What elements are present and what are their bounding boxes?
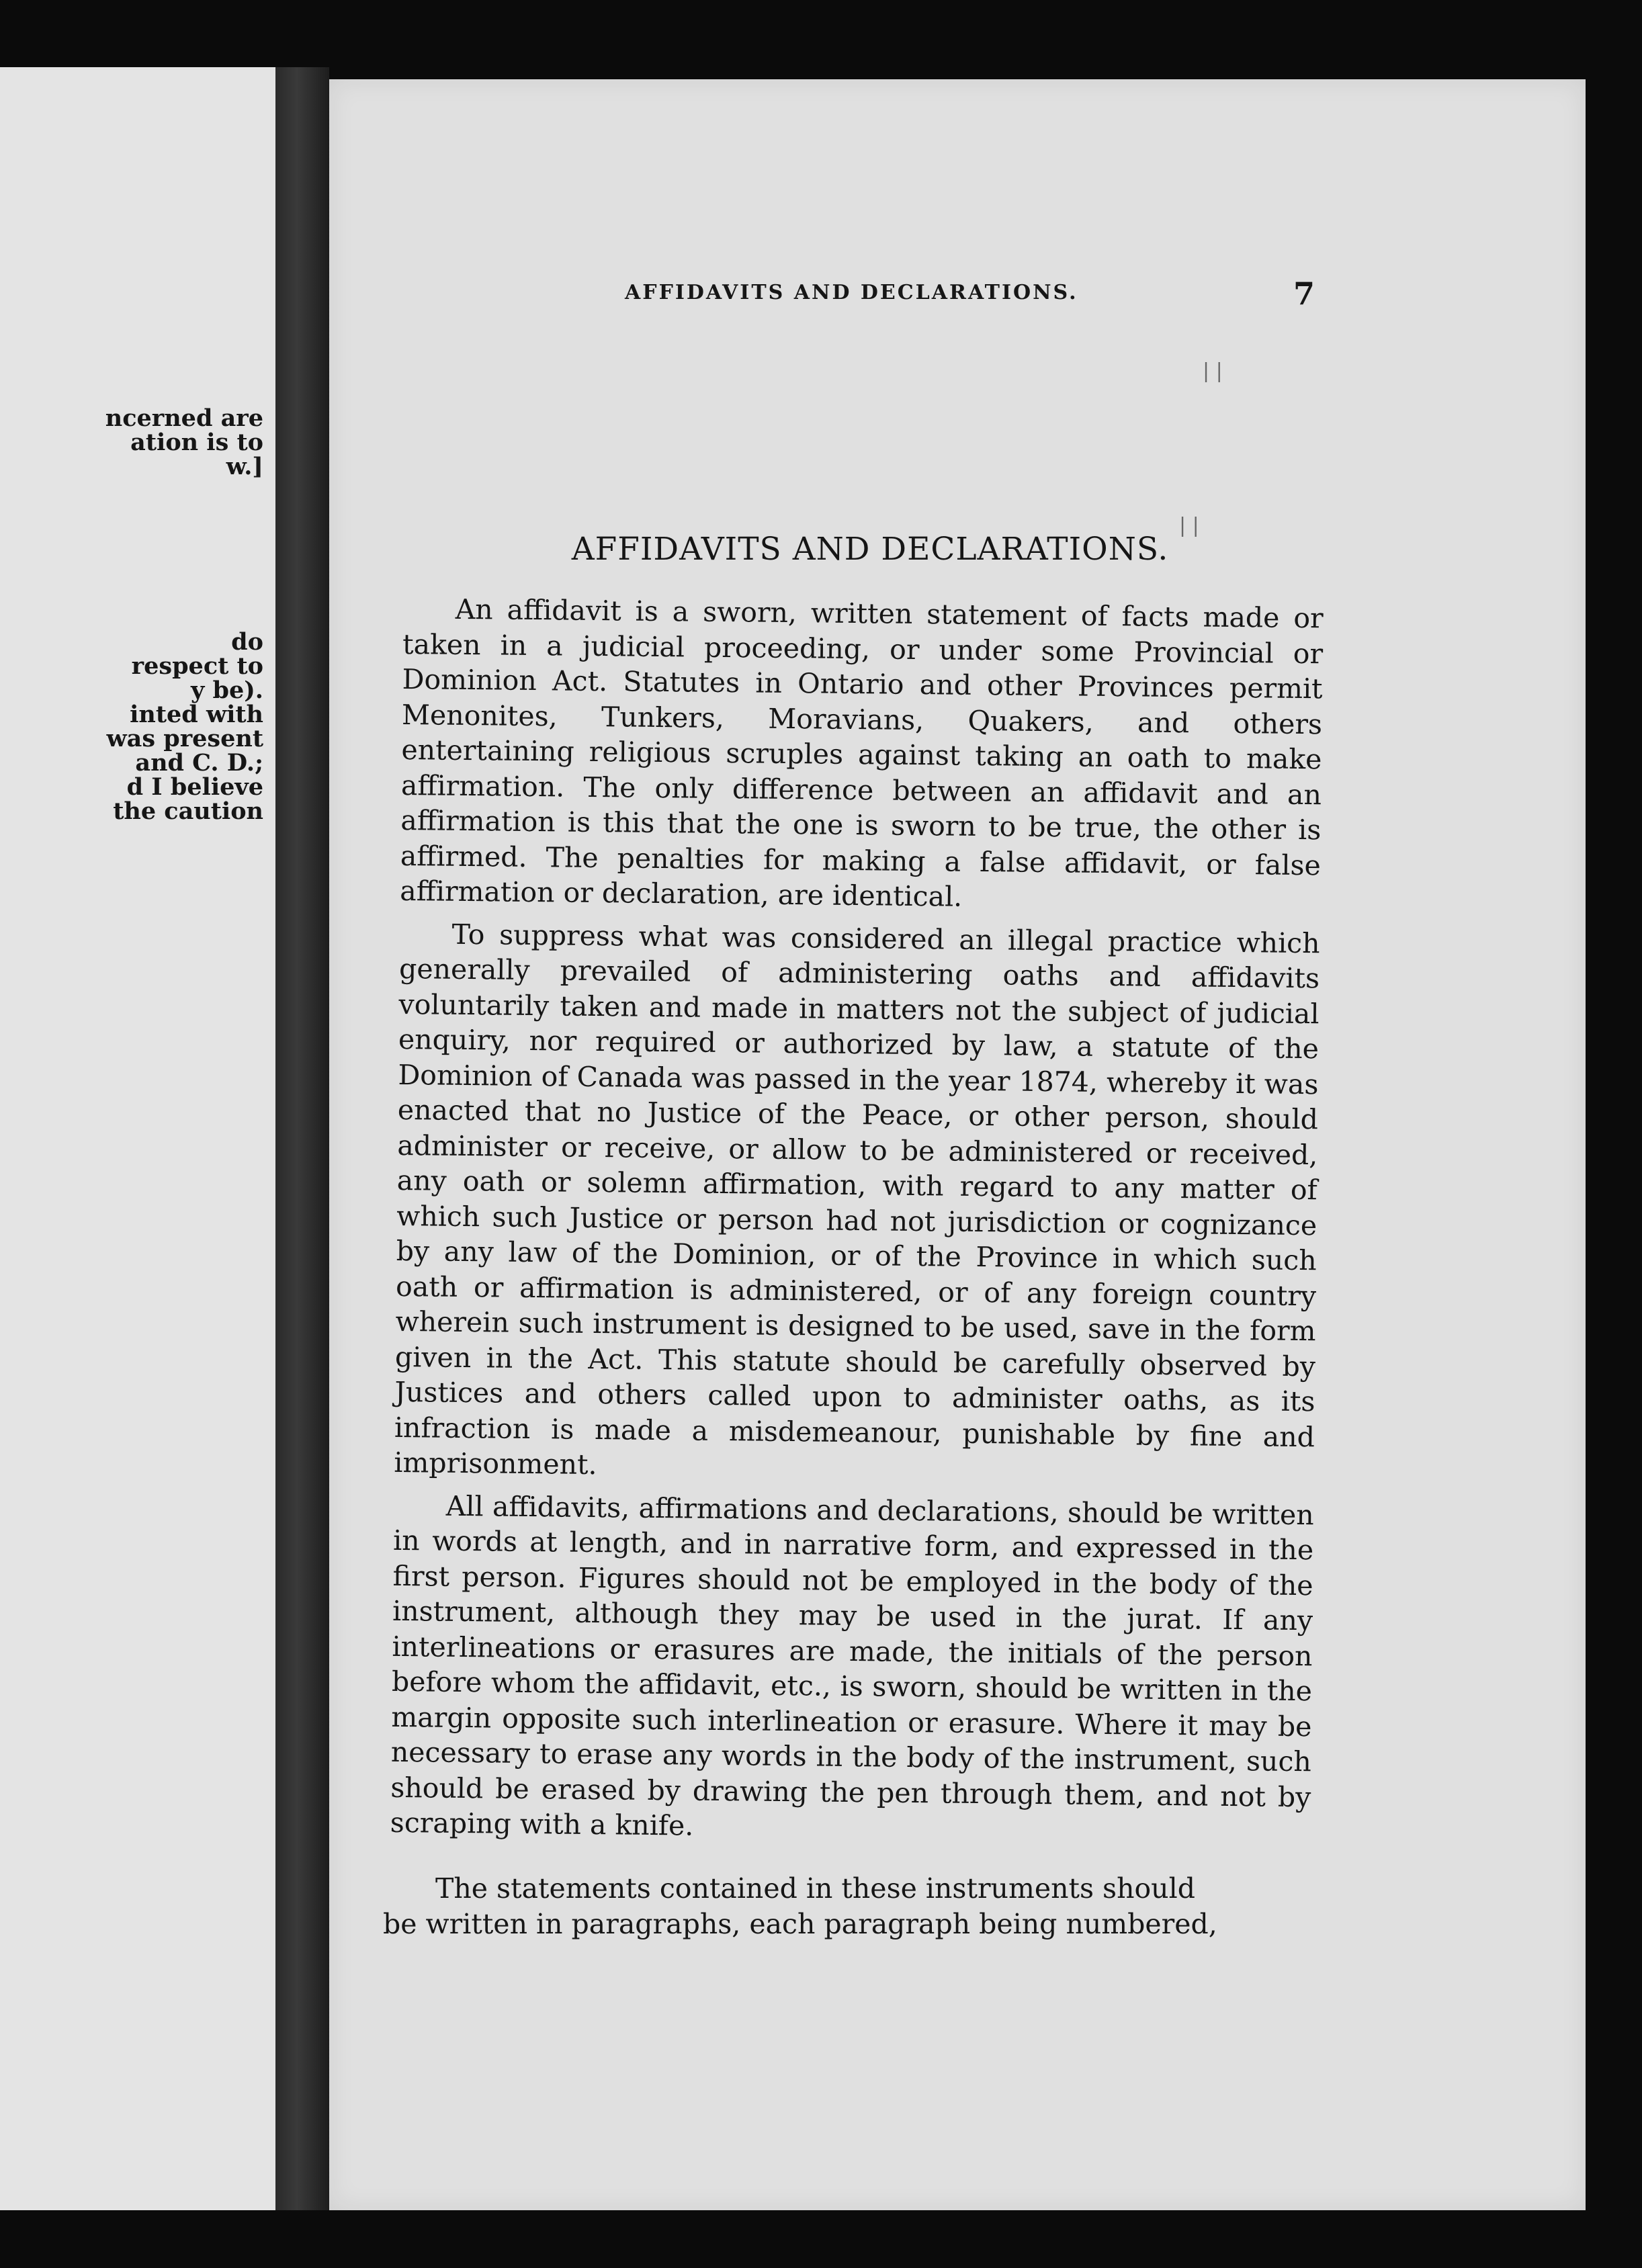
left-page-fragments-bottom (0, 630, 275, 824)
left-fragment-line: ation is to (130, 429, 263, 456)
running-head: AFFIDAVITS AND DECLARATIONS. (625, 281, 1078, 304)
left-fragment-line: was present (106, 725, 263, 752)
left-fragment-line: and C. D.; (135, 749, 263, 777)
body-text (390, 591, 1324, 1858)
left-page-edge (0, 67, 275, 2210)
paragraph: An affidavit is a sworn, written statement of facts made or taken in a judicial proceeding, or under some Provincial or Dominion Act. Statutes in Ontario and other Provinces permit Menonites, Tunkers, Moravians, Quakers, and others entertaining religious scruples against taking an oath to make affirmation. The only difference between an affidavit and an affirmation is this that the one is sworn to be true, the other is affirmed. The penalties for making a false affidavit, or false affirmation or declaration, are identical. (400, 593, 1324, 913)
paragraph: To suppress what was considered an illegal practice which generally prevailed of administering oaths and affidavits voluntarily taken and made in matters not the subject of judicial enquiry, nor required or authorized by law, a statute of the Dominion of Canada was passed in the year 1874, whereby it was enacted that no Justice of the Peace, or other person, should administer or receive, or allow to be administered or received, any oath or solemn affirmation, with regard to any matter of which such Justice or person had not jurisdiction or cognizance by any law of the Dominion, or of the Province in which such oath or affirmation is administered, or of any foreign country wherein such instrument is designed to be used, save in the form given in the Act. This statute should be carefully observed by Justices and others called upon to administer oaths, as its infraction is made a misdemeanour, punishable by fine and imprisonment. (394, 918, 1320, 1481)
left-fragment-line: respect to (131, 652, 263, 680)
left-fragment-line: w.] (226, 453, 263, 480)
left-fragment-line: do (231, 628, 263, 656)
paragraph: All affidavits, affirmations and declarations, should be written in words at length, and in narrative form, and expressed in the first person. Figures should not be employed in the body of the instrument, although they may be used in the jurat. If any interlineations or erasures are made, the initials of the person before whom the affidavit, etc., is sworn, should be written in the margin opposite such interlineation or erasure. Where it may be necessary to erase any words in the body of the instrument, such should be erased by drawing the pen through them, and not by scraping with a knife. (390, 1489, 1314, 1842)
scan-speck: | | (1179, 514, 1199, 537)
left-fragment-line: y be). (190, 677, 263, 704)
left-fragment-line: d I believe (126, 773, 263, 801)
left-fragment-line: ncerned are (105, 404, 263, 432)
left-page-fragments-top (0, 406, 275, 479)
scan-speck: | | (1203, 359, 1223, 383)
page-number: 7 (1293, 275, 1315, 312)
left-fragment-line: the caution (113, 797, 263, 825)
closing-paragraph (383, 1871, 1277, 1942)
paragraph-line: be written in paragraphs, each paragraph being numbered, (383, 1907, 1217, 1940)
book-gutter (275, 67, 329, 2210)
left-fragment-line: inted with (130, 701, 263, 728)
paragraph-line: The statements contained in these instruments should (435, 1872, 1195, 1905)
section-title: AFFIDAVITS AND DECLARATIONS. (571, 531, 1169, 568)
